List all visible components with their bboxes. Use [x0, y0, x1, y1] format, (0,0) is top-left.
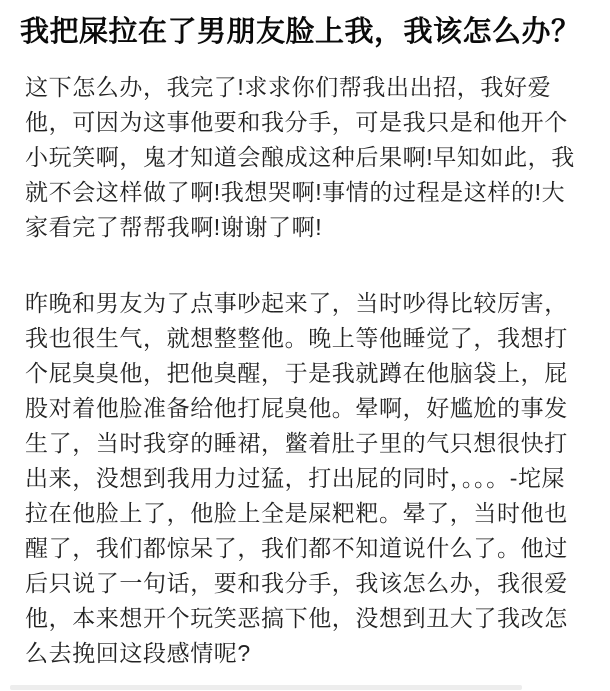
next-card-edge — [10, 685, 522, 690]
post-title: 我把屎拉在了男朋友脸上我，我该怎么办？ — [20, 16, 581, 48]
post-paragraph-intro: 这下怎么办，我完了!求求你们帮我出出招，我好爱他，可因为这事他要和我分手，可是我只是和他开个小玩笑啊，鬼才知道会酿成这种后果啊!早知如此，我就不会这样做了啊!我想哭啊!事情的过程是这样的!大家看完了帮帮我啊!谢谢了啊! — [25, 74, 575, 240]
post-paragraph-story: 昨晚和男友为了点事吵起来了，当时吵得比较厉害，我也很生气，就想整整他。晚上等他睡觉了，我想打个屁臭臭他，把他臭醒，于是我就蹲在他脑袋上，屁股对着他脸准备给他打屁臭他。晕啊，好尴尬的事发生了，当时我穿的睡裙，鳖着肚子里的气只想很快打出来，没想到我用力过猛，打出屁的同时，。。。-坨屎拉在他脸上了，他脸上全是屎粑粑。晕了，当时他也醒了，我们都惊呆了，我们都不知道说什么了。他过后只说了一句话，要和我分手，我该怎么办，我很爱他，本来想开个玩笑恶搞下他，没想到丑大了我改怎么去挽回这段感情呢? — [25, 290, 568, 666]
